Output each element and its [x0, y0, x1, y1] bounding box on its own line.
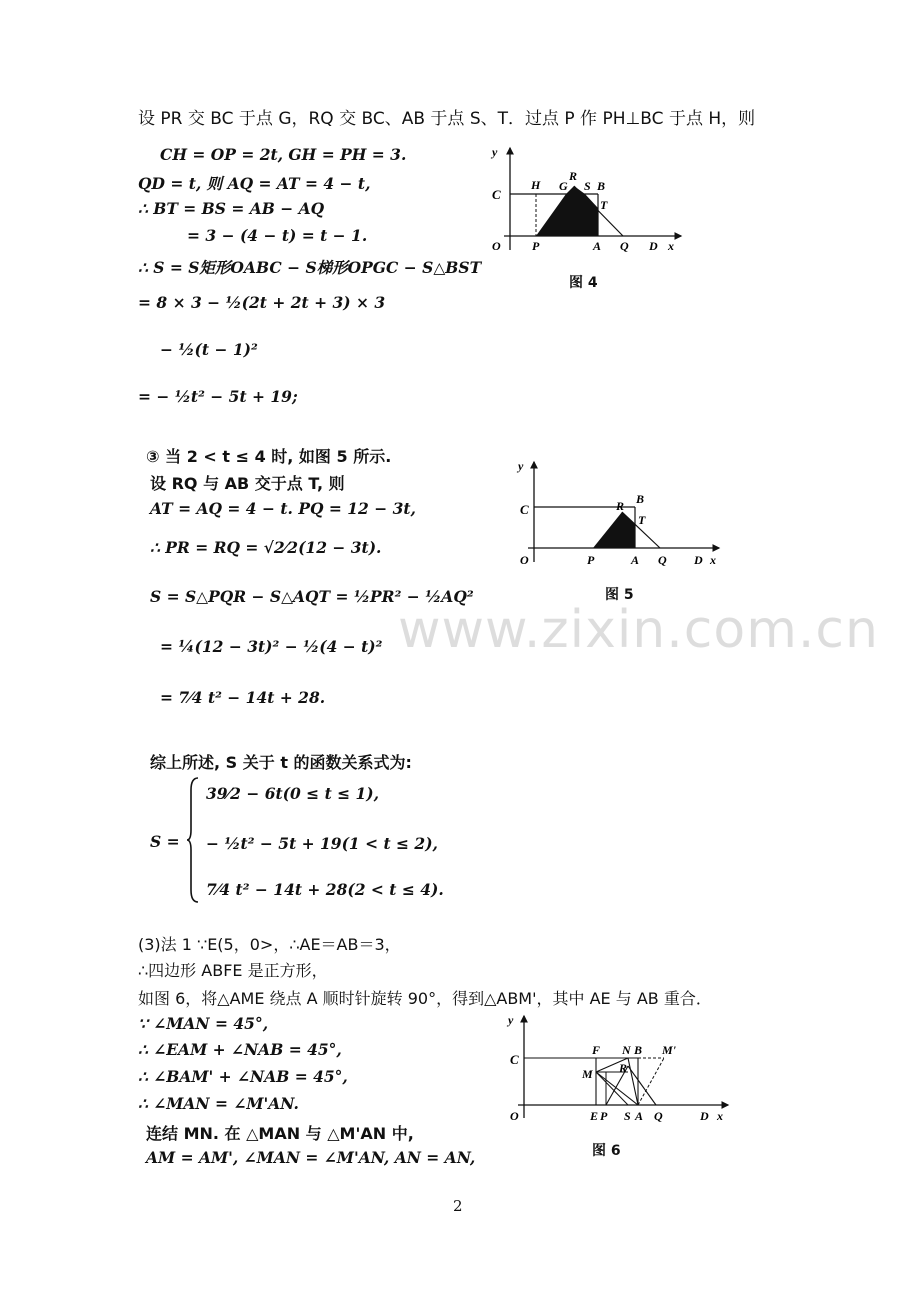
- fig4-label-t: T: [600, 198, 608, 212]
- eq-line-qd: QD = t, 则 AQ = AT = 4 − t,: [138, 174, 371, 193]
- fig6-label-x: x: [717, 1109, 723, 1123]
- figure-5-caption: 图 5: [605, 587, 634, 603]
- fig6-segment-rq: [628, 1066, 656, 1105]
- fig4-label-o: O: [492, 239, 501, 253]
- eq-line-quarter: = ¼(12 − 3t)² − ½(4 − t)²: [160, 637, 383, 656]
- left-brace: [186, 776, 200, 904]
- figure-4-caption: 图 4: [569, 275, 598, 291]
- fig6-label-f: F: [592, 1043, 601, 1057]
- case3-intersection: 设 RQ 与 AB 交于点 T, 则: [150, 474, 345, 493]
- piecewise-case-3: 7⁄4 t² − 14t + 28(2 < t ≤ 4).: [206, 880, 444, 899]
- eq-line-at-aq: AT = AQ = 4 − t. PQ = 12 − 3t,: [150, 499, 416, 518]
- piecewise-case-1: 39⁄2 − 6t(0 ≤ t ≤ 1),: [206, 784, 380, 803]
- fig4-label-s: S: [584, 179, 591, 193]
- fig5-label-o: O: [520, 553, 529, 567]
- fig5-label-d: D: [694, 553, 703, 567]
- fig6-label-c: C: [510, 1052, 519, 1067]
- fig4-label-q: Q: [620, 239, 629, 253]
- fig6-label-m: M: [582, 1067, 593, 1081]
- eq-line-man: ∵ ∠MAN = 45°,: [138, 1014, 269, 1033]
- fig4-label-p: P: [532, 239, 540, 253]
- fig6-label-p: P: [600, 1109, 608, 1123]
- fig6-label-d: D: [700, 1109, 709, 1123]
- case3-heading: ③ 当 2 < t ≤ 4 时, 如图 5 所示.: [146, 447, 392, 466]
- eq-line-ch: CH = OP = 2t, GH = PH = 3.: [160, 145, 407, 164]
- eq-line-s-pqr: S = S△PQR − S△AQT = ½PR² − ½AQ²: [150, 587, 474, 606]
- fig4-label-g: G: [559, 179, 568, 193]
- fig5-label-a: A: [631, 553, 640, 567]
- eq-line-half-t-1: − ½(t − 1)²: [160, 340, 258, 359]
- eq-line-bam: ∴ ∠BAM' + ∠NAB = 45°,: [138, 1067, 348, 1086]
- eq-line-eam: ∴ ∠EAM + ∠NAB = 45°,: [138, 1040, 342, 1059]
- fig5-label-t: T: [638, 513, 646, 527]
- fig5-label-y: y: [518, 459, 524, 473]
- fig4-label-y: y: [492, 145, 498, 159]
- fig6-label-e: E: [590, 1109, 599, 1123]
- eq-line-bt: ∴ BT = BS = AB − AQ: [138, 199, 325, 218]
- eq-line-am: AM = AM', ∠MAN = ∠M'AN, AN = AN,: [146, 1148, 476, 1167]
- figure-6: [504, 1010, 734, 1129]
- piecewise-case-2: − ½t² − 5t + 19(1 < t ≤ 2),: [206, 834, 438, 853]
- fig4-label-a: A: [593, 239, 602, 253]
- eq-line-man-eq: ∴ ∠MAN = ∠M'AN.: [138, 1094, 299, 1113]
- fig4-label-h: H: [531, 178, 541, 192]
- eq-line-s-area: ∴ S = S矩形OABC − S梯形OPGC − S△BST: [138, 258, 482, 277]
- connect-mn-line: 连结 MN. 在 △MAN 与 △M'AN 中,: [146, 1124, 414, 1143]
- fig6-label-o: O: [510, 1109, 519, 1123]
- eq-line-pr-rq: ∴ PR = RQ = √2⁄2(12 − 3t).: [150, 538, 382, 557]
- fig6-label-s: S: [624, 1109, 631, 1123]
- square-line: ∴四边形 ABFE 是正方形，: [138, 961, 328, 980]
- fig5-label-b: B: [636, 492, 645, 506]
- fig6-label-b: B: [634, 1043, 643, 1057]
- fig4-label-b: B: [597, 179, 606, 193]
- fig6-label-y: y: [508, 1013, 514, 1027]
- fig4-label-x: x: [668, 239, 674, 253]
- fig5-shaded-region: [593, 512, 635, 548]
- fig5-label-c: C: [520, 502, 529, 517]
- watermark: www.zixin.com.cn: [398, 600, 879, 660]
- fig6-label-n: N: [622, 1043, 631, 1057]
- fig6-label-a: A: [635, 1109, 644, 1123]
- fig5-label-r: R: [616, 499, 625, 513]
- fig6-segment-ms: [596, 1072, 628, 1105]
- figure-5: [514, 456, 724, 578]
- figure-6-caption: 图 6: [592, 1143, 621, 1159]
- fig4-label-d: D: [649, 239, 658, 253]
- fig5-label-x: x: [710, 553, 716, 567]
- eq-line-result-2: = − ½t² − 5t + 19;: [138, 387, 298, 406]
- page-number: 2: [453, 1197, 463, 1215]
- intro-line: 设 PR 交 BC 于点 G，RQ 交 BC、AB 于点 S、T．过点 P 作 PH⊥BC 于点 H，则: [138, 109, 756, 129]
- fig5-label-p: P: [587, 553, 595, 567]
- eq-line-t-minus-1: = 3 − (4 − t) = t − 1.: [187, 226, 368, 245]
- fig4-label-c: C: [492, 187, 501, 202]
- piecewise-lhs: S =: [150, 832, 180, 851]
- fig5-label-q: Q: [658, 553, 667, 567]
- method1-line: (3)法 1 ∵E(5，0>，∴AE＝AB＝3，: [138, 935, 401, 954]
- fig6-label-r: R: [619, 1061, 628, 1075]
- fig6-label-m-prime: M': [662, 1043, 677, 1057]
- eq-line-8x3: = 8 × 3 − ½(2t + 2t + 3) × 3: [138, 293, 386, 312]
- eq-line-result-3: = 7⁄4 t² − 14t + 28.: [160, 688, 326, 707]
- figure-4: [486, 140, 686, 259]
- rotation-line: 如图 6，将△AME 绕点 A 顺时针旋转 90°，得到△ABM'，其中 AE 与 AB 重合．: [138, 989, 712, 1008]
- fig4-label-r: R: [569, 169, 578, 183]
- fig6-label-q: Q: [654, 1109, 663, 1123]
- summary-line: 综上所述, S 关于 t 的函数关系式为:: [150, 753, 412, 772]
